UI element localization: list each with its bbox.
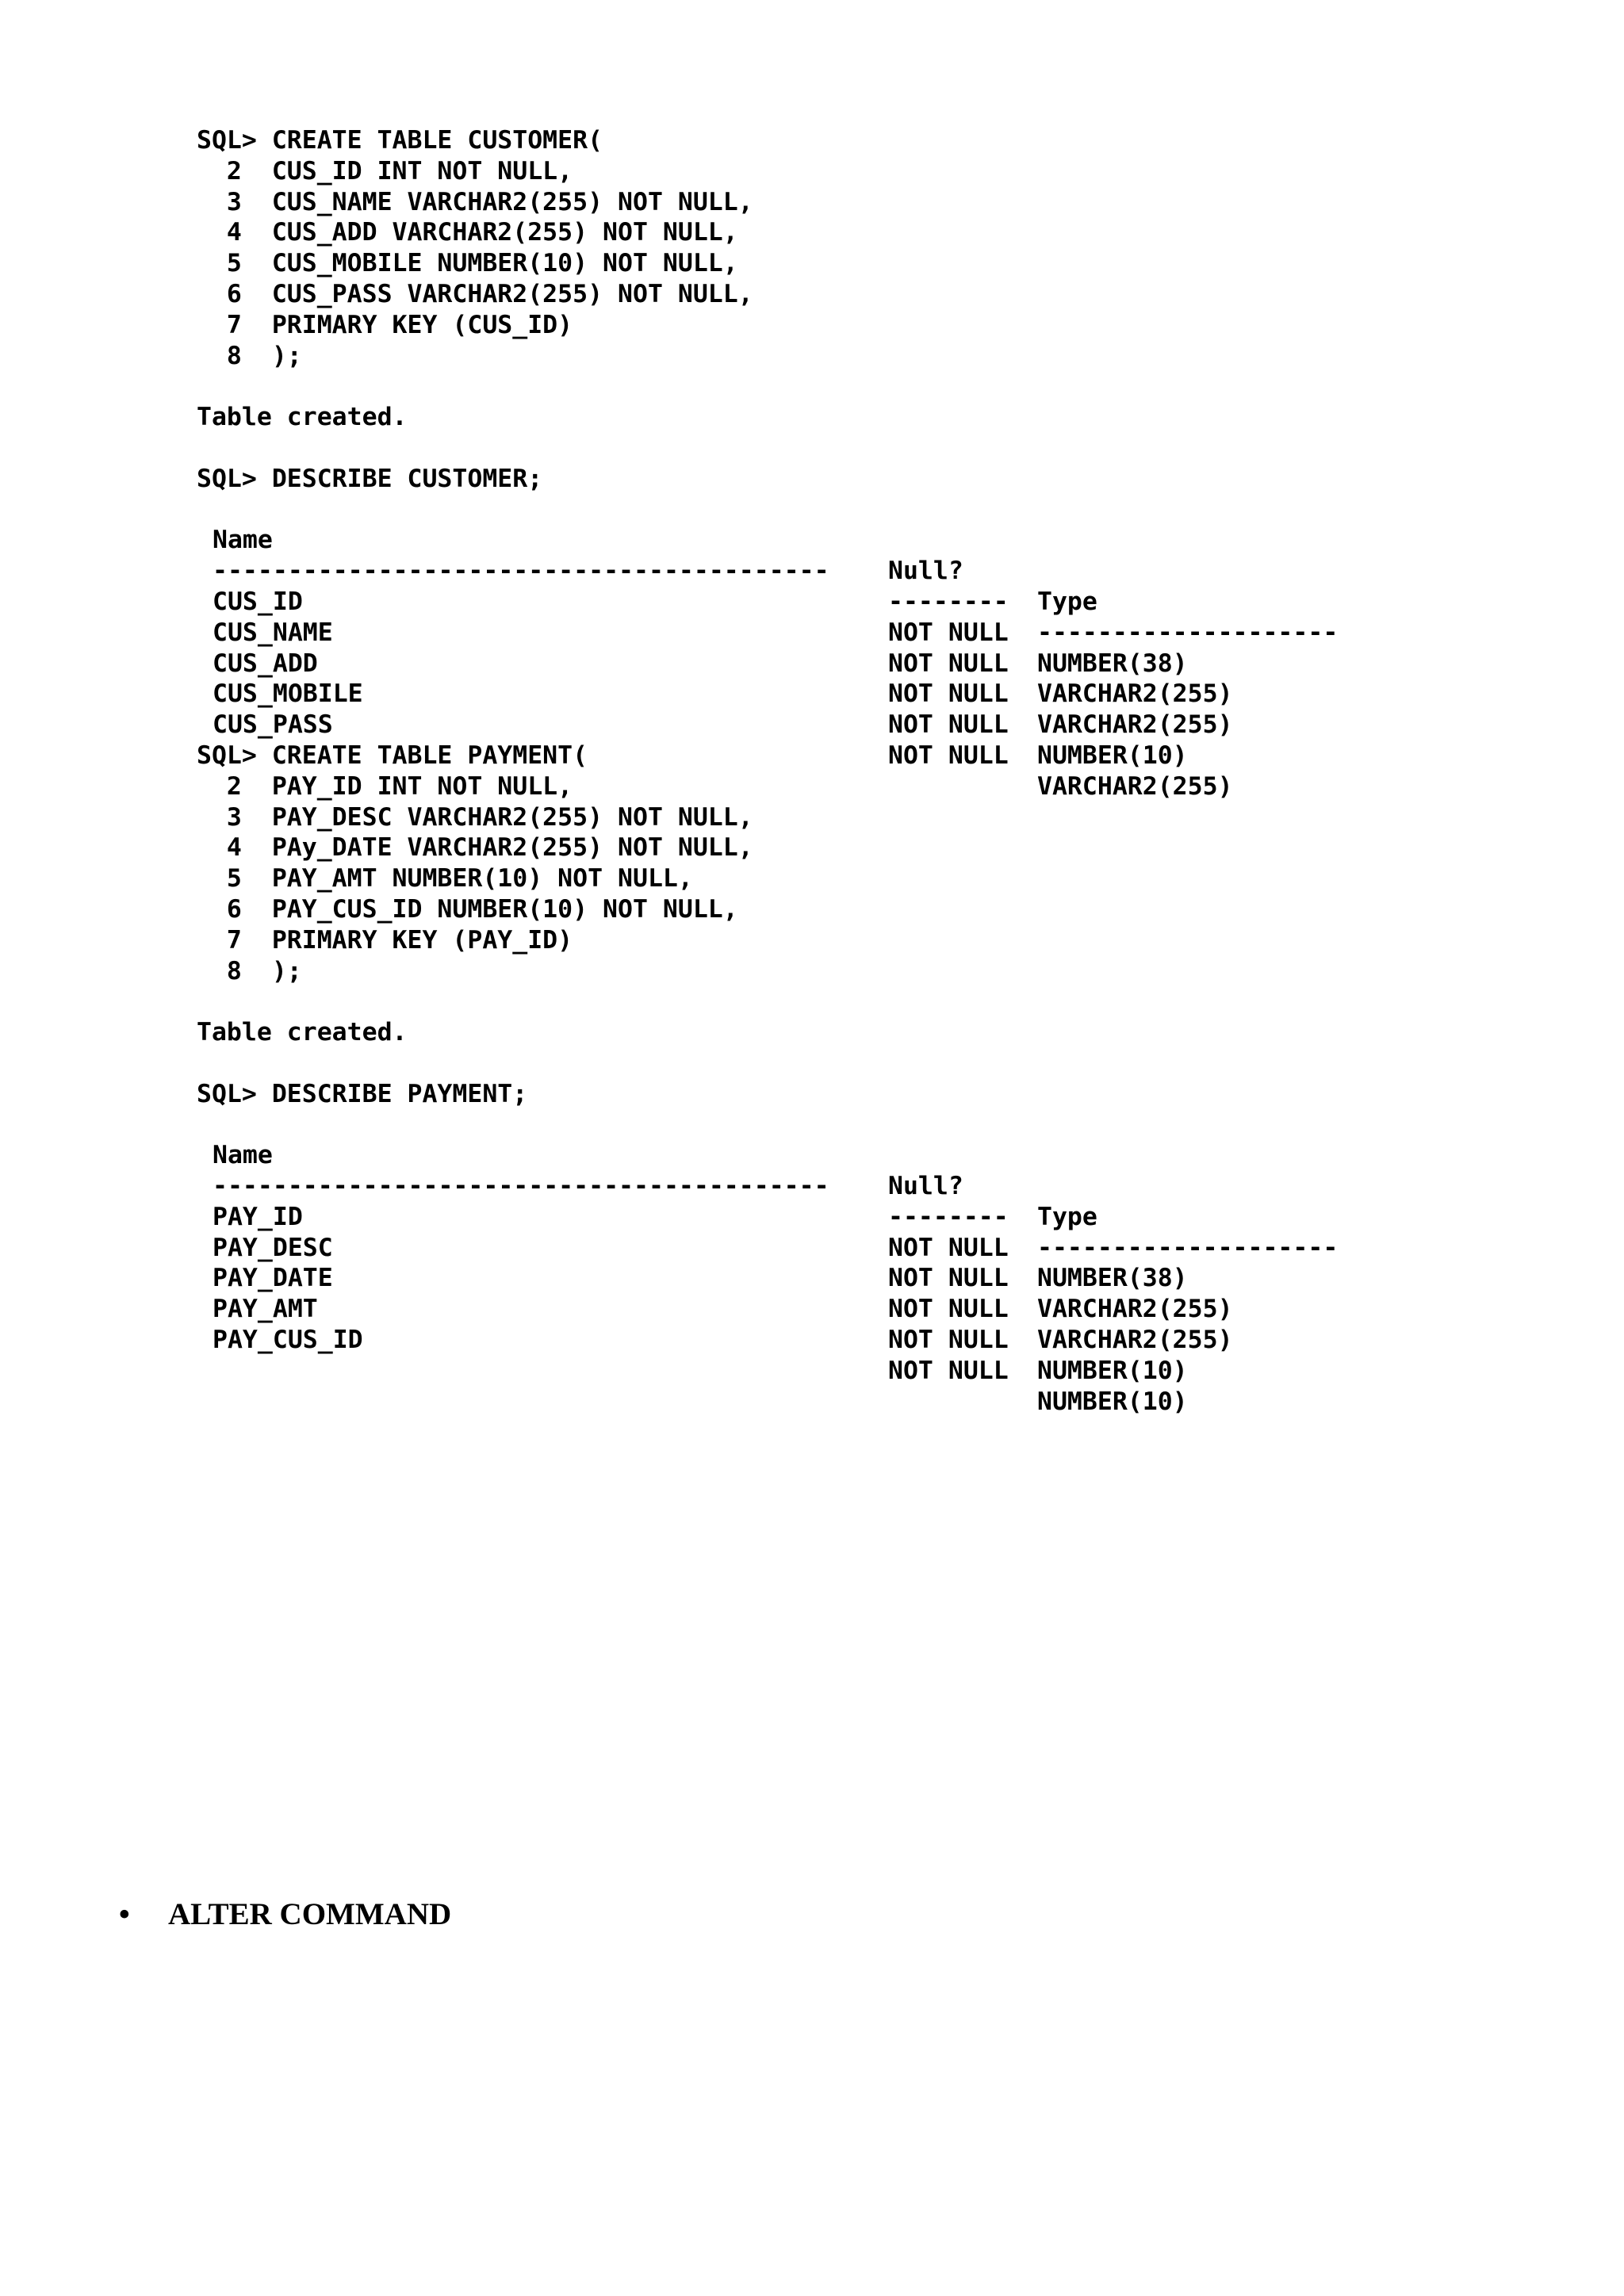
- column-type: NUMBER(38): [1037, 649, 1188, 678]
- payment-create-block: [197, 740, 1434, 1079]
- separator: --------: [888, 1202, 1009, 1231]
- column-null: NOT NULL: [888, 618, 1009, 647]
- name-column-header: Name: [213, 1141, 273, 1170]
- code-line: 8 );: [197, 341, 302, 370]
- separator: --------: [888, 587, 1009, 616]
- code-line: 8 );: [197, 956, 302, 985]
- heading-text: ALTER COMMAND: [168, 1897, 452, 1931]
- column-name: PAY_CUS_ID: [213, 1326, 363, 1355]
- separator: -----------------------------------------: [213, 1172, 829, 1201]
- null-column-header: Null?: [888, 1172, 963, 1201]
- column-name: CUS_MOBILE: [213, 679, 363, 709]
- describe-command: SQL> DESCRIBE PAYMENT;: [197, 1079, 528, 1108]
- column-null: NOT NULL: [888, 1233, 1009, 1262]
- type-column-header: Type: [1037, 1202, 1097, 1231]
- column-name: CUS_PASS: [213, 710, 333, 740]
- customer-create-block: [197, 125, 1434, 464]
- column-name: PAY_AMT: [213, 1295, 318, 1324]
- column-null: NOT NULL: [888, 740, 1009, 770]
- column-type: NUMBER(10): [1037, 1356, 1188, 1385]
- sql-plus-screenshot: [197, 125, 1434, 1416]
- column-name: CUS_NAME: [213, 618, 333, 647]
- code-line: 3 PAY_DESC VARCHAR2(255) NOT NULL,: [197, 802, 753, 832]
- column-null: NOT NULL: [888, 710, 1009, 740]
- name-column-header: Name: [213, 526, 273, 555]
- column-type: VARCHAR2(255): [1037, 771, 1233, 801]
- code-line: 2 CUS_ID INT NOT NULL,: [197, 156, 573, 186]
- column-null: NOT NULL: [888, 1356, 1009, 1385]
- code-line: SQL> CREATE TABLE PAYMENT(: [197, 740, 588, 770]
- code-line: 7 PRIMARY KEY (PAY_ID): [197, 925, 573, 955]
- column-null: NOT NULL: [888, 1295, 1009, 1324]
- bullet-icon: •: [119, 1897, 130, 1931]
- column-name: PAY_DESC: [213, 1233, 333, 1262]
- code-line: 6 CUS_PASS VARCHAR2(255) NOT NULL,: [197, 279, 753, 308]
- payment-describe-block: [197, 1079, 1434, 1416]
- column-name: PAY_ID: [213, 1202, 303, 1231]
- separator: --------------------: [1037, 1233, 1339, 1262]
- column-type: NUMBER(38): [1037, 1264, 1188, 1293]
- column-null: NOT NULL: [888, 1326, 1009, 1355]
- column-type: VARCHAR2(255): [1037, 1295, 1233, 1324]
- column-type: NUMBER(10): [1037, 1387, 1188, 1416]
- describe-command: SQL> DESCRIBE CUSTOMER;: [197, 464, 543, 493]
- column-name: CUS_ADD: [213, 649, 318, 678]
- column-type: VARCHAR2(255): [1037, 1326, 1233, 1355]
- separator: -----------------------------------------: [213, 557, 829, 586]
- section-heading: [119, 1896, 451, 1932]
- column-name: CUS_ID: [213, 587, 303, 616]
- column-type: NUMBER(10): [1037, 740, 1188, 770]
- column-null: NOT NULL: [888, 679, 1009, 709]
- null-column-header: Null?: [888, 557, 963, 586]
- code-line: 6 PAY_CUS_ID NUMBER(10) NOT NULL,: [197, 894, 738, 924]
- column-null: NOT NULL: [888, 649, 1009, 678]
- result-message: Table created.: [197, 403, 408, 432]
- type-column-header: Type: [1037, 587, 1097, 616]
- code-line: 2 PAY_ID INT NOT NULL,: [197, 771, 573, 801]
- code-line: 5 PAY_AMT NUMBER(10) NOT NULL,: [197, 864, 693, 894]
- result-message: Table created.: [197, 1018, 408, 1047]
- code-line: 5 CUS_MOBILE NUMBER(10) NOT NULL,: [197, 249, 738, 278]
- code-line: 4 PAy_DATE VARCHAR2(255) NOT NULL,: [197, 833, 753, 863]
- column-type: VARCHAR2(255): [1037, 710, 1233, 740]
- separator: --------------------: [1037, 618, 1339, 647]
- column-type: VARCHAR2(255): [1037, 679, 1233, 709]
- column-name: PAY_DATE: [213, 1264, 333, 1293]
- column-null: NOT NULL: [888, 1264, 1009, 1293]
- code-line: 4 CUS_ADD VARCHAR2(255) NOT NULL,: [197, 218, 738, 247]
- code-line: 7 PRIMARY KEY (CUS_ID): [197, 310, 573, 339]
- code-line: SQL> CREATE TABLE CUSTOMER(: [197, 126, 603, 155]
- code-line: 3 CUS_NAME VARCHAR2(255) NOT NULL,: [197, 187, 753, 216]
